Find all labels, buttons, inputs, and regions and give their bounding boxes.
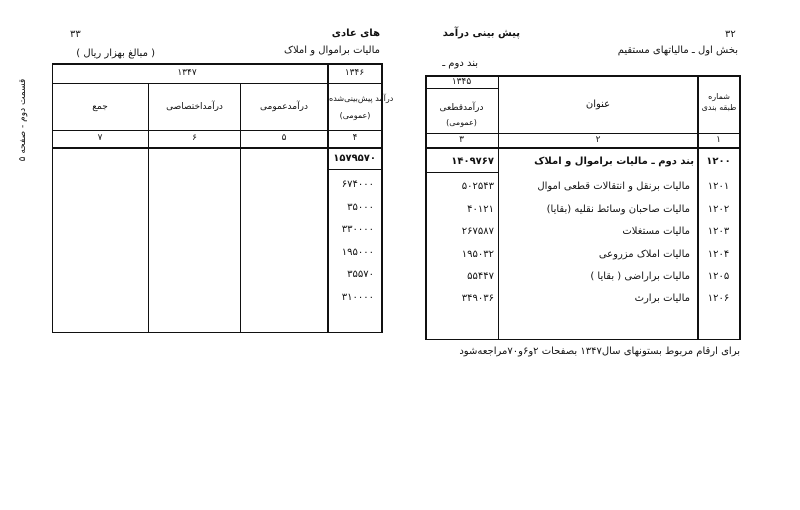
col-number-6: ۶ — [192, 133, 197, 143]
row-code: ۱۲۰۴ — [707, 249, 730, 260]
col-actual-sub: (عمومی) — [446, 118, 477, 127]
row-value: ۵۰۲۵۴۳ — [461, 181, 494, 192]
forecast-total-value: ۱۵۷۹۵۷۰ — [333, 153, 376, 164]
forecast-value: ۱۹۵۰۰۰ — [341, 247, 374, 258]
col-year-header: ۱۳۴۵ — [451, 77, 472, 87]
row-code: ۱۲۰۲ — [707, 204, 730, 215]
left-page-number: ۳۳ — [70, 29, 81, 40]
row-code: ۱۲۰۵ — [707, 271, 730, 282]
section-title: بند دوم ـ مالیات براموال و املاک — [534, 156, 694, 167]
col-number-7: ۷ — [97, 133, 103, 143]
col-forecast-header: درآمد پیش‌بینی‌شده — [329, 94, 394, 103]
section-value: ۱۴۰۹۷۶۷ — [451, 156, 494, 167]
col-general-header: درآمدعمومی — [260, 102, 308, 112]
right-page-subtitle2: بند دوم ـ — [442, 58, 478, 69]
footnote: برای ارقام مربوط بستونهای سال۱۳۴۷ بصفحات ۲و۶و۷۰مراجعه‌شود — [459, 346, 740, 357]
row-value: ۲۶۷۵۸۷ — [461, 226, 494, 237]
left-page-subtitle: مالیات براموال و املاک — [284, 45, 380, 56]
unit-note: ( مبالغ بهزار ریال ) — [76, 48, 155, 59]
col-number-5: ۵ — [281, 133, 287, 143]
right-page-title: پیش بینی درآمد — [442, 28, 520, 39]
col-forecast-sub: (عمومی) — [339, 111, 371, 120]
col-actual-header: درآمدقطعی — [439, 103, 484, 113]
section-code: ۱۲۰۰ — [706, 156, 731, 167]
row-title: مالیات براراضی ( بقایا ) — [590, 271, 690, 282]
row-title: مالیات صاحبان وسائط نقلیه (بقایا) — [546, 204, 690, 215]
col-number-3: ۳ — [459, 135, 464, 145]
row-value: ۵۵۴۴۷ — [467, 271, 494, 282]
right-page-subtitle: بخش اول ـ مالیاتهای مستقیم — [617, 45, 738, 56]
col-number-2: ۲ — [595, 135, 601, 145]
forecast-value: ۳۵۰۰۰ — [347, 202, 374, 213]
row-title: مالیات برارث — [634, 293, 690, 304]
forecast-value: ۶۷۴۰۰۰ — [341, 179, 374, 190]
right-table — [425, 75, 740, 340]
left-page-title: های عادی — [331, 28, 380, 39]
col-number-4: ۴ — [352, 133, 358, 143]
row-code: ۱۲۰۶ — [707, 293, 730, 304]
col-total-header: جمع — [92, 102, 108, 112]
side-note: قسمت دوم - صفحه ۵ — [18, 78, 28, 162]
row-title: مالیات برنقل و انتقالات قطعی اموال — [537, 181, 690, 192]
right-page-number: ۳۲ — [725, 29, 736, 40]
col-title-header: عنوان — [585, 99, 611, 110]
row-code: ۱۲۰۳ — [707, 226, 730, 237]
row-code: ۱۲۰۱ — [707, 181, 730, 192]
row-title: مالیات مستغلات — [622, 226, 690, 237]
forecast-value: ۳۱۰۰۰۰ — [341, 292, 374, 303]
year-forecast-header: ۱۳۴۶ — [344, 68, 365, 78]
forecast-value: ۳۳۰۰۰۰ — [341, 224, 374, 235]
year-main-header: ۱۳۴۷ — [177, 68, 197, 78]
row-title: مالیات املاک مزروعی — [598, 249, 690, 260]
row-value: ۴۰۱۲۱ — [467, 204, 494, 215]
row-value: ۳۴۹۰۳۶ — [461, 293, 494, 304]
col-number-1: ۱ — [716, 135, 721, 145]
col-code-header: شماره طبقه بندی — [701, 92, 737, 112]
forecast-value: ۳۵۵۷۰ — [347, 269, 374, 280]
col-special-header: درآمداختصاصی — [166, 102, 223, 112]
row-value: ۱۹۵۰۳۲ — [461, 249, 494, 260]
left-table — [52, 63, 394, 333]
